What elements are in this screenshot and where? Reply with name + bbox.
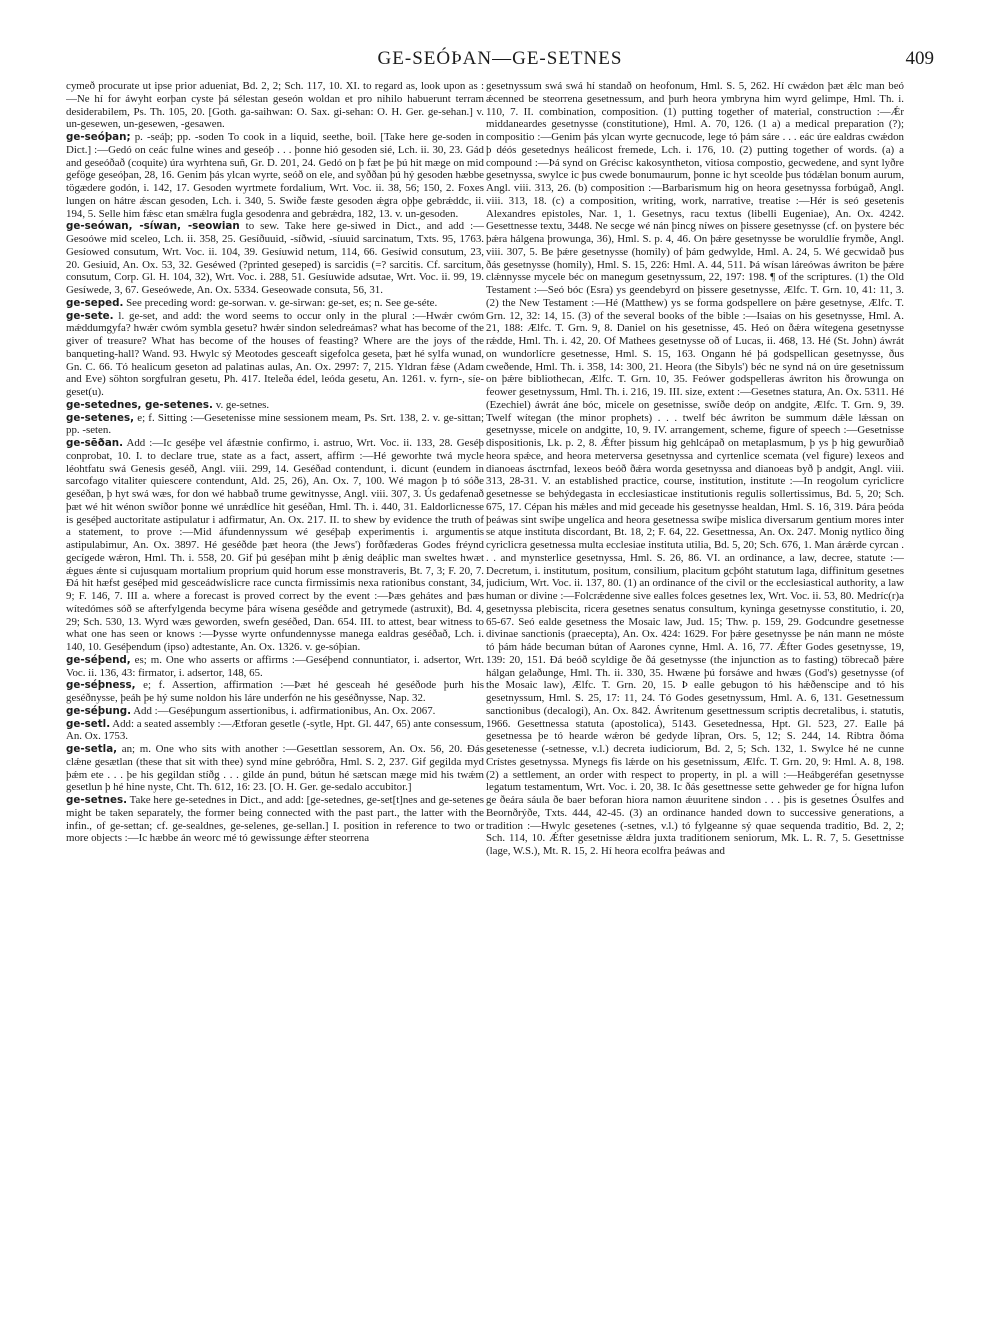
dictionary-entry — [66, 705, 484, 718]
entry-headword: ge-sete. — [66, 309, 114, 322]
entry-headword: ge-séþung. — [66, 704, 132, 717]
dictionary-entry — [66, 399, 484, 412]
entry-text: e; f. Assertion, affirmation :—Þæt hé gesceah hé geséðode þurh his geséðnysse, þeáh þe hý sume noldon his láre underfón ne his geséðnysse, Nap. 32. — [66, 679, 484, 704]
entry-text: Add :—Ic geséþe vel áfæstnie confirmo, i. astruo, Wrt. Voc. ii. 133, 28. Geséþ conprobat, 10. I. to declare true, state as a fact, assert, affirm :—Hé geworhte twá mycle léohtfatu swá Genesis geséð, Angl. viii. 299, 14. Geséðad contendunt, i. dicunt (eundem in sarcofago vitaliter quiescere contendunt, Ald. 25, 26), An. Ox. 7, 100. Wé magon þ tó sóðe geséðan, þ hyt swá wæs, for don wé habbað trume gewitnysse, Angl. viii. 307, 3. Ús gedafenað þæt wé hit wénon swíðor þonne wé unrǽdlíce hit geséðan, Hml. Th. i. 440, 31. Ealdorlicnesse is geséþed auctoritate astipulatur i adfirmatur, An. Ox. 217. II. to shew by evidence the truth of a statement, to prove :—Mid áfundennyssum wé geséþaþ experimentis i. argumentis astipulabimur, An. Ox. 3897. Hé geséðde þæt heora (the Jews') forðfæderas Godes fréynd gecígede wǽron, Hml. Th. i. 558, 20. Gif þú geséþan miht þ ǽnig deáþlic man sweltes hwæt ǽgues ǽnte si cujusquam mortalium proprium quid horum esse monstraveris, Bt. 7, 3; F. 20, 7. Đá hit hæfst geséþed mid gesceádwíslicre race cuncta firmissimis nexa rationibus constant, 34, 9; F. 146, 7. III a. where a forecast is proved correct by the event :—Þæs gehátes and þæs wítedómes sóð se afterfylgenda becyme þára wísena geséðde and getrymede (astruxit), Bd. 4, 29; Sch. 530, 13. Wyrd wæs geworden, swefn geséðed, Dan. 654. III. to attest, bear witness to what one has seen or knows :—Þysse wyrte onfundennysse manega ealdras geséðað, Lch. i. 140, 10. Geséþendum (ipso) adtestante, An. Ox. 1326. v. ge-sóþian. — [66, 437, 484, 653]
entry-text: gesetnyssum swá swá hí standað on heofonum, Hml. S. 5, 262. Hí cwǽdon þæt ǽlc man beó ǽcenned be steorrena gesetnessum, and þurh heora ymbryna him wyrd gelimpe, Hml. Th. i. 110, 7. II. combination, composition. (1) putting together of material, construction :—Ǽr middaneardes gesetnysse (constitutione), Hml. A. 70, 126. (1 a) a medical preparation (?); compositio :—Genim þás ylcan wyrte gecnucode, lege tó þám sáre . . . eác úre ealdras cwǽdon þ déós gesetednys heálicost fremede, Lch. i. 176, 10. (2) putting together of words. (a) a compound :—Þá synd on Grécisc kakosyntheton, vitiosa compostio, gecwedene, and synt lyðre gesetnyssa, swylce ic þus cwede bonumaurum, þonne ic hyt sceolde þus tódǽlan bonum aurum, Angl. viii. 313, 26. (b) composition :—Barbarismum hig on heora gesetnyssa forbúgað, Angl. viii. 313, 18. (c) a composition, writing, work, narrative, treatise :—Hér is seó gesetenis Alexandres epistoles, Nar. 1, 1. Gesetnys, racu textus (libelli Eugeniae), An. Ox. 4242. Gesettnesse textu, 3448. Ne secge wé nán þincg níwes on þissere gesetnysse (cf. on þystere béc þǽra hálgena þrowunga, 36), Hml. S. p. 4, 46. On þǽre gesetnysse be woruldlíe frymðe, Angl. viii. 307, 5. Be þǽre gesetnysse (homily) of þám gedwylde, Hml. A. 24, 5. Wé gecwidað þus ðás gesetnysse (homily), Hml. S. 15, 226: Hml. A. 44, 511. Þá wísan láreówas áwriton be þǽre clǽnnysse mycele béc on manegum gesetnyssum, 22, 197: 198. ¶ of the scriptures. (1) the Old Testament :—Seó bóc (Esra) ys geendebyrd on þissere gesetnysse, Ælfc. T. Grn. 10, 41: 11, 3. (2) the New Testament :—Hé (Matthew) ys se forma godspellere on þǽre gesetnyse, Ælfc. T. Grn. 12, 32: 14, 15. (3) of the several books of the bible :—Isaias on his gesetnysse, Hml. A. 21, 188: Ælfc. T. Grn. 9, 8. Daniel on his gesetnisse, 45. Heó on ðǽra wítegena gesetnysse rǽdde, Hml. Th. i. 42, 20. Of Mathees gesetnysse oð of Lucas, ii. 468, 13. Hé (St. John) áwrát on wundorlícre gesetnesse, Hml. S. 15, 163. Ongann hé þá godspellican gesetnysse, ðus cweðende, Hml. Th. i. 358, 14: 300, 21. Heora (the Sibyls') béc ne synd ná on úre gesetnissum on þǽre bibliothecan, Ælfc. T. Grn. 10, 35. Feówer godspelleras áwriton his ðrowunga on feower gesetnyssum, Hml. Th. i. 216, 19. III. size, extent :—Gesetnes statura, An. Ox. 5311. Hé (Ezechiel) áwrát áne bóc, micele on gesetnisse, swíðe deóp on andgite, Ælfc. T. Grn. 9, 39. Twelf wítegan (the minor prophets) . . . twelf béc áwriton be summum dǽle lǽssan on gesetnysse, micele on andgitte, 10, 9. IV. arrangement, scheme, figure of speech :—Gesetnisse dispositionis, Lk. p. 2, 8. Ǽfter þissum hig gehlcápað on metaplasmum, þ ys þ hig gewurðiað heora spǽce, and heora meterversa gesetnyssa and cyrtenlice scemata (vel figure) lexeos and dianoeas ásctrnfad, lexeos beóð ðǽra worda gesetnyssa and dianoeas byð þ andgit, Angl. viii. 313, 28-31. V. an established practice, course, institution, institute :—In reogolum cyriclicre gesetnesse se behýdegasta in ecclesiasticae institutionis regulis sollertissimus, Bd. 5, 20; Sch. 675, 17. Cépan his mǽles and mid geceade his gesetnysse healdan, Hml. S. 16, 319. Þára þeóda þeáwas sint swíþe ungelíca and heora gesetnessa swíþe mislica diversarum gentium mores inter se atque instituta discordant, Bt. 18, 2; F. 64, 22. Gesettnessa, An. Ox. 247. Monig nytlico ðing cyriclicra gesetnessa multa ecclesiae instituta utilia, Bd. 5, 20; Sch. 676, 1. Man árǽrde cyrcan . . . and mynsterlice gesetnyssa, Hml. S. 26, 86. VI. an ordinance, a law, decree, statute :—Decretum, i. institutum, positum, consilium, placitum gcþóht statutum laga, diffinitum gesetnes judicium, Wrt. Voc. ii. 137, 80. (1) an ordinance of the civil or the ecclesiastical authority, a law human or divine :—Folcrǽdenne sive ealles folces gesetnes lex, Wrt. Voc. ii. 53, 80. Medríc(r)a gesetnyssa plebiscita, ricera gesetnes senatus consultum, kyninga gesetnysse constitutio, i. 20, 65-67. Seó ealde gesetness the Mosaic law, Jud. 15; Thw. p. 159, 29. Godcundre gesetnesse divinae sanctionis (praecepta), An. Ox. 424: 1629. For þǽre gesetnysse þe nán mann ne móste tó þám háde becuman bútan of Aarones cynne, Hml. A. 16, 77. Ǽfter Godes gesetnysse, 19, 139: 20, 151. Đá beóð scyldige ðe ðá gesetnysse (the injunction as to fasting) töbrecað þǽre hálgan gelaðunge, Hml. Th. ii. 330, 35. Hwæne þú forsáwe and hwæs (God's) gesetnysse (of the Mosaic law), Ælfc. T. Grn. 20, 15. Þ ealle gebugon tó his hǽðenscipe and tó his gesetnyssum, Hml. S. 25, 17: 11, 24. Tó Godes gesetnyssum, Hml. A. 6, 131. Gesetnessum sanctionibus (decalogi), An. Ox. 842. Áwritenum gesettnessum scriptis decretalibus, i. statutis, 1966. Gesettnessa statuta (apostolica), 5143. Gesetednessa, Hpt. Gl. 523, 27. Ealle þá gesetnessa þe tó hearde wǽron bé gedyde líþran, Ors. 5, 12; S. 244, 14. Ribtra ðóma gesetenesse (-setnesse, v.l.) decreta iudiciorum, Bd. 2, 5; Sch. 132, 1. Swylce hé ne cunne Crístes gesetnyssa. Mynegs fis lǽrde on his gesetnissum, Ælfc. T. Grn. 20, 9: Hml. A. 8, 198. (2) a settlement, an order with respect to property, in pl. a will :—Heábgeréfan gesetnysse legatum testamentum, Wrt. Voc. i. 20, 38. Ic ðás gesettnesse sette gehweder ge for hígna lufon ge ðeára sáula ðe baer beforan hiora namon ǽuuritene sindon . . . þis is gesetnes Ósulfes and Beornðrýðe, Txts. 444, 42-45. (3) an ordinance handed down to successive generations, a tradition :—Hwylc gesetenes (-setnes, v.l.) tó fylgeanne sý quae sequenda traditio, Bd. 2, 2; Sch. 114, 10. Ǽfter gesetnisse ǽldra juxta traditionem seniorum, Mk. L. R. 7, 5. Gesettnisse (lage, W.S.), Mt. R. 15, 2. Hí heora ecolfra þeáwas and — [486, 80, 904, 857]
dictionary-entry — [66, 220, 484, 297]
entry-headword: ge-setenes, — [66, 411, 135, 424]
entry-text: es; m. One who asserts or affirms :—Geséþend connuntiator, i. adsertor, Wrt. Voc. ii. 136, 43: firmator, i. adsertor, 148, 65. — [66, 653, 484, 679]
dictionary-entry — [66, 80, 484, 131]
entry-text: Take here ge-setednes in Dict., and add: [ge-setednes, ge-set[t]nes and ge-setenes might be taken separately, the former being connected with the past part., the latter with the infin., of ge-settan; cf. ge-sealdnes, ge-selenes, ge-sellan.] I. position in reference to two or more objects :—Ic hæbbe án weorc mé tó gewissunge ǽfter steorrena — [66, 794, 484, 845]
dictionary-entry — [66, 131, 484, 220]
dictionary-entry — [66, 437, 484, 654]
entry-text: an; m. One who sits with another :—Gesettlan sessorem, An. Ox. 56, 20. Đás clǽne gesætlan (these that sit with thee) synd míne gebróðra, Hml. S. 2, 237. Gif gegilda myd þǽm ete . . . þe his gegildan stíðg . . . gilde án pund, bútun hé sætscan mæge mid his twǽm gesetlun þ hé hine nyste, Cht. Th. 612, 16: 23. [O. H. Ger. ge-sedalo accubitor.] — [66, 743, 484, 794]
entry-headword: ge-setla, — [66, 743, 118, 755]
entry-headword: ge-seped. — [66, 296, 124, 309]
entry-headword: ge-sēðan. — [66, 437, 124, 449]
entry-text: cymeð procurate ut ipse prior adueniat, Bd. 2, 2; Sch. 117, 10. XI. to regard as, look upon as :—Ne hí for áwyht eorþan cyste þá sélestan geseón woldan et pro nihilo habuerunt terram desiderabilem, Ps. Th. 105, 20. [Goth. ga-saihwan: O. Sax. gi-sehan: O. H. Ger. ge-sehan.] v. un-gesewen, un-gesewen, -gesawen. — [66, 80, 484, 131]
entry-text: v. ge-setnes. — [215, 398, 270, 411]
entry-text: l. ge-set, and add: the word seems to occur only in the plural :—Hwǽr cwóm mǽddumgyfa? hwǽr cwóm symbla gesetu? hwǽr sindon seledreámas? what has become of the giver of treasure? What has become of the houses of feasting? Where are the joys of the banqueting-hall? Wand. 93. Hwylc sý Meotodes gesceaft sigefolca geseta, þæt hé sylfa wunad, Gn. C. 66. Tó healicum geseton ad palatinas aulas, An. Ox. 2997: 7, 215. Yldran fǽse (Adam and Eve) söhton sorgfulran gesetu, Ph. 417. Iteleða édel, leóda gesetu, An. 1261. v. fyrn-, síe-geset(u). — [66, 309, 484, 398]
dictionary-entry — [66, 743, 484, 794]
entry-text: to sew. Take here ge-siwed in Dict., and add :—Gesoówe mid sceleo, Lch. ii. 358, 25. Gesíðuuid, -síðwid, -síuuid sarcinatum, Txts. 95, 1763. Gesíowed consutum, Wrt. Voc. ii. 104, 39. Gesíuwid netum, 114, 66. Gesíwid consutum, 23, 20. Gesiuid, An. Ox. 53, 32. Geséwed (?printed geseped) is sarcidis (=? sarcitis. Cf. sarcitum, consutum, Corp. Gl. H. 104, 32), Wrt. Voc. i. 288, 51. Gesíuwide adsutae, Wrt. Voc. ii. 99, 19. Gesíwede, 3, 67. Geseówede, An. Ox. 5334. Geseowade consuta, 56, 31. — [66, 220, 484, 296]
entry-text: Add: a seated assembly :—Ætforan gesetle (-sytle, Hpt. Gl. 447, 65) ante consessum, An. Ox. 1753. — [66, 717, 484, 743]
entry-headword: ge-séþend, — [66, 653, 131, 666]
page-title: GE-SEÓÞAN—GE-SETNES — [377, 48, 623, 69]
dictionary-entry — [66, 297, 484, 310]
dictionary-entry — [66, 679, 484, 705]
entry-headword: ge-setl. — [66, 717, 111, 730]
entry-text: e; f. Sitting :—Gesetenisse mine sessionem meam, Ps. Srt. 138, 2. v. ge-sittan; pp. -seten. — [66, 411, 484, 437]
right-column — [486, 80, 904, 1305]
entry-text: Add :—Geséþungum assertionibus, i. adfirmationibus, An. Ox. 2067. — [133, 704, 436, 717]
dictionary-entry — [66, 310, 484, 399]
entry-headword: ge-séþness, — [66, 679, 136, 692]
entry-headword: ge-setnes. — [66, 794, 128, 806]
entry-headword: ge-setednes, ge-setenes. — [66, 398, 213, 411]
dictionary-entry — [486, 80, 904, 858]
entry-headword: ge-seóþan; — [66, 131, 131, 143]
dictionary-entry — [66, 718, 484, 744]
left-column — [66, 80, 484, 1305]
entry-text: See preceding word: ge-sorwan. v. ge-sirwan: ge-set, es; n. See ge-séte. — [126, 296, 438, 309]
running-header — [66, 48, 934, 76]
entry-text: p. -seáþ; pp. -soden To cook in a liquid, seethe, boil. [Take here ge-soden in Dict.] :—Gedó on ceác fulne wines and geseóþ . . . þonne hió gesoden sié, Lch. ii. 30, 23. Gád and geseóðað (coquite) úra wyrhtena suñ, Gr. D. 201, 24. Gedó on þ fæt þe þú hit mæge on mid geföge geseóþan, 28, 16. Genim þás ylcan wyrte, seóð on ele, and syððan þú hý gesoden hæbbe tögædere godón, i. 142, 17. Gesoden wyrtmete fordalium, Wrt. Voc. ii. 38, 56; 150, 2. Foxes lungen on hátre ǽscan gesoden, Lch. i. 340, 5. Swiðe fæste gesoden ǽgra oþþe gebrǽddc, ii. 194, 5. Selle him fǽsc etan smǽlra fugla gesodenra and gebrǽdra, 182, 13. v. un-gesoden. — [66, 131, 484, 220]
dictionary-entry — [66, 412, 484, 438]
dictionary-entry — [66, 654, 484, 680]
page-number: 409 — [905, 48, 934, 69]
dictionary-entry — [66, 794, 484, 845]
entry-headword: ge-seówan, -síwan, -seowian — [66, 220, 240, 233]
